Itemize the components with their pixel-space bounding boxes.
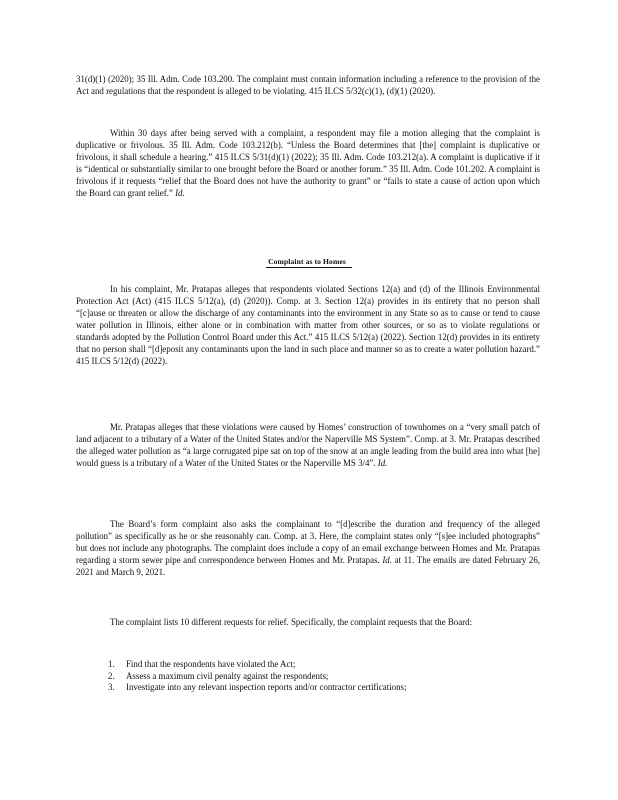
paragraph-text: The Board’s form complaint also asks the complainant to “[d]escribe the duration and frequency of the alleged pollution” as specifically as he or she reasonably can. Comp. at 3. Here, the complaint states only “[s]ee included photographs” but does not include any photographs. The complaint does include a copy of an email exchange between Homes and Mr. Pratapas regarding a storm sewer pipe and correspondence between Homes and Mr. Pratapas. bbox=[76, 519, 540, 565]
paragraph-violations-cause bbox=[76, 421, 540, 469]
section-heading bbox=[0, 257, 618, 268]
list-item bbox=[108, 659, 528, 671]
paragraph-text: at 11. The emails are dated February 26, 2021 and March 9, 2021. bbox=[76, 555, 540, 577]
list-number: 3. bbox=[108, 682, 115, 693]
list-item bbox=[108, 682, 528, 694]
relief-list bbox=[108, 659, 528, 694]
list-item bbox=[108, 671, 528, 683]
list-text: Investigate into any relevant inspection reports and/or contractor certifications; bbox=[126, 682, 407, 693]
list-text: Find that the respondents have violated the Act; bbox=[126, 659, 296, 669]
paragraph-text: Mr. Pratapas alleges that these violations were caused by Homes’ construction of townhomes on a “very small patch of land adjacent to a tributary of a Water of the United States and/or the Naperville MS System”. Comp. at 3. Mr. Pratapas described the alleged water pollution as “a large corrugated pipe sat on top of the snow at an angle leading from the build area into what [he] would guess is a tributary of a Water of the United States or the Naperville MS 3/4”. bbox=[76, 422, 540, 468]
paragraph-text: 31(d)(1) (2020); 35 Ill. Adm. Code 103.200. The complaint must contain information including a reference to the provision of the Act and regulations that the respondent is alleged to be violating. 415 ILCS 5/32(c)(1), (d)(1) (2020). bbox=[76, 74, 540, 96]
paragraph-text: Within 30 days after being served with a complaint, a respondent may file a motion alleging that the complaint is duplicative or frivolous. 35 Ill. Adm. Code 103.212(b). “Unless the Board determines that [the] complaint is duplicative or frivolous, it shall schedule a hearing.” 415 ILCS 5/31(d)(1) (2022); 35 Ill. Adm. Code 103.212(a). A complaint is duplicative if it is “identical or substantially similar to one brought before the Board or another forum.” 35 Ill. Adm. Code 101.202. A complaint is frivolous if it requests “relief that the Board does not have the authority to grant” or “fails to state a cause of action upon which the Board can grant relief.” bbox=[76, 128, 540, 198]
citation: Id. bbox=[175, 188, 185, 198]
section-heading-text: Complaint as to Homes bbox=[266, 257, 352, 268]
paragraph-duplicative-frivolous bbox=[76, 127, 540, 199]
paragraph-text: In his complaint, Mr. Pratapas alleges that respondents violated Sections 12(a) and (d) of the Illinois Environmental Protection Act (Act) (415 ILCS 5/12(a), (d) (2020)). Comp. at 3. Section 12(a) provides in its entirety that no person shall “[c]ause or threaten or allow the discharge of any contaminants into the environment in any State so as to cause or tend to cause water pollution in Illinois, either alone or in combination with matter from other sources, or so as to violate regulations or standards adopted by the Pollution Control Board under this Act.” 415 ILCS 5/12(a) (2022). Section 12(d) provides in its entirety that no person shall “[d]eposit any contaminants upon the land in such place and manner so as to create a water pollution hazard.” 415 ILCS 5/12(d) (2022). bbox=[76, 284, 540, 366]
list-number: 2. bbox=[108, 670, 115, 681]
citation: Id. bbox=[382, 555, 392, 565]
paragraph-text: The complaint lists 10 different requests for relief. Specifically, the complaint requests that the Board: bbox=[110, 617, 473, 627]
paragraph-allegations bbox=[76, 283, 540, 367]
paragraph-duration-frequency bbox=[76, 518, 540, 578]
paragraph-relief-intro bbox=[76, 616, 540, 628]
list-number: 1. bbox=[108, 659, 115, 669]
list-text: Assess a maximum civil penalty against the respondents; bbox=[126, 670, 329, 681]
paragraph-requirements bbox=[76, 73, 540, 97]
citation: Id. bbox=[377, 458, 388, 468]
